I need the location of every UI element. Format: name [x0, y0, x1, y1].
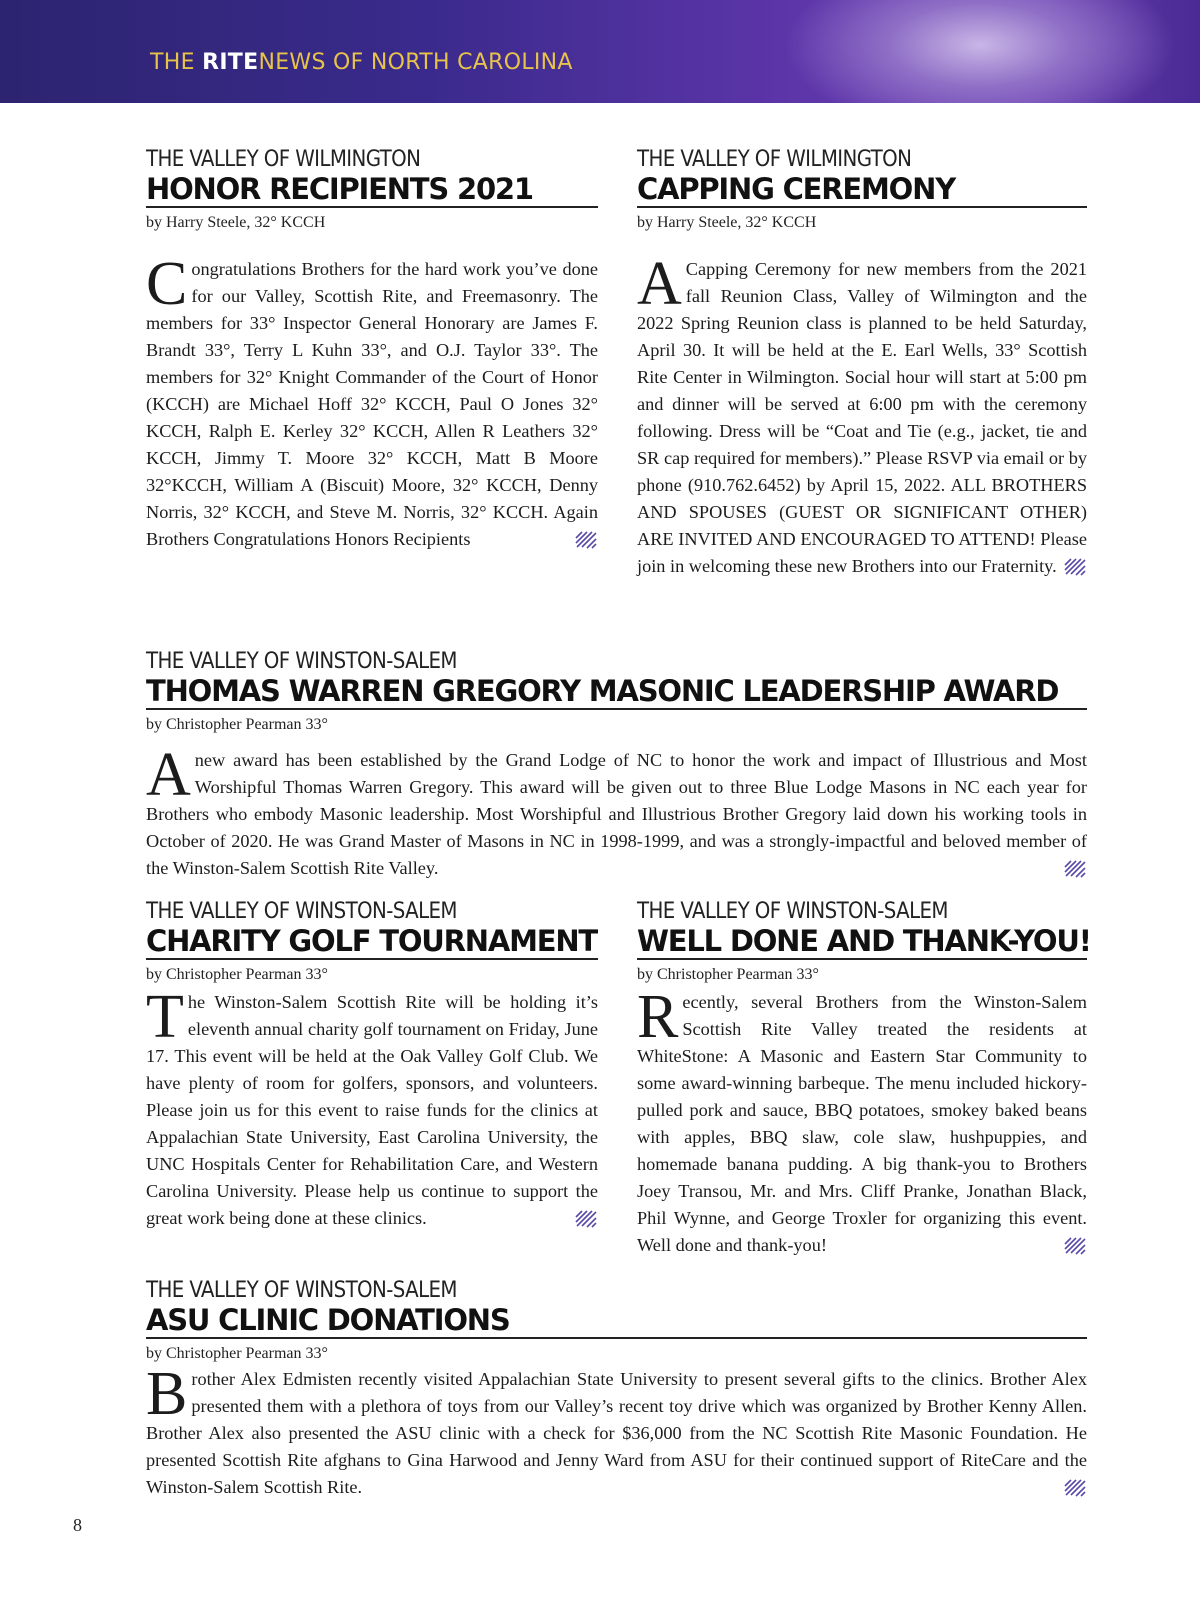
article-text: ongratulations Brothers for the hard work you’ve done for our Valley, Scottish Rite, and Freemasonry. The members for 33° Inspector General Honorary are James F. Brandt 33°, Terry L Kuhn 33°, and O.J. Taylor 33°. The members for 32° Knight Commander of the Court of Honor (KCCH) are Michael Hoff 32° KCCH, Paul O Jones 32° KCCH, Ralph E. Kerley 32° KCCH, Allen R Leathers 32° KCCH, Jimmy T. Moore 32° KCCH, Matt B Moore 32°KCCH, William A (Biscuit) Moore, 32° KCCH, Denny Norris, 32° KCCH, and Steve M. Norris, 32° KCCH. Again Brothers Congratulations Honors Recipients	[146, 259, 598, 549]
article-well-done	[637, 899, 1091, 1259]
header-banner	[0, 0, 1200, 103]
article-kicker: THE VALLEY OF WINSTON-SALEM	[146, 649, 457, 674]
article-kicker: THE VALLEY OF WINSTON-SALEM	[637, 899, 948, 924]
article-charity-golf	[146, 900, 598, 1232]
article-body	[146, 250, 598, 553]
scottish-rite-end-mark-icon	[1063, 1478, 1087, 1498]
article-body	[146, 741, 1087, 882]
article-capping-ceremony	[637, 148, 1087, 580]
article-kicker: THE VALLEY OF WILMINGTON	[146, 147, 421, 172]
article-leadership-award	[146, 650, 1087, 882]
article-headline: CAPPING CEREMONY	[637, 172, 1087, 208]
article-body	[146, 983, 598, 1232]
article-headline: HONOR RECIPIENTS 2021	[146, 172, 598, 208]
article-byline: by Harry Steele, 32° KCCH	[637, 214, 817, 231]
drop-cap: A	[146, 741, 191, 809]
article-body	[637, 983, 1087, 1259]
drop-cap: C	[146, 250, 188, 318]
scottish-rite-end-mark-icon	[1063, 1236, 1087, 1256]
article-byline: by Christopher Pearman 33°	[146, 716, 328, 733]
article-headline: WELL DONE AND THANK-YOU!	[637, 924, 1091, 958]
article-kicker: THE VALLEY OF WILMINGTON	[637, 147, 912, 172]
drop-cap: R	[637, 983, 679, 1051]
title-prefix: THE	[150, 50, 203, 75]
article-asu-donations	[146, 1279, 1087, 1501]
article-text: new award has been established by the Grand Lodge of NC to honor the work and impact of Illustrious and Most Worshipful Thomas Warren Gregory. This award will be given out to three Blue Lodge Masons in NC each year for Brothers who embody Masonic leadership. Most Worshipful and Illustrious Brother Gregory laid down his working tools in October of 2020. He was Grand Master of Masons in NC in 1998-1999, and was a strongly-impactful and beloved member of the Winston-Salem Scottish Rite Valley.	[146, 750, 1087, 878]
article-text: Capping Ceremony for new members from the 2021 fall Reunion Class, Valley of Wilmington and the 2022 Spring Reunion class is planned to be held Saturday, April 30. It will be held at the E. Earl Wells, 33° Scottish Rite Center in Wilmington. Social hour will start at 5:00 pm and dinner will be served at 6:00 pm with the ceremony following. Dress will be “Coat and Tie (e.g., jacket, tie and SR cap required for members).” Please RSVP via email or by phone (910.762.6452) by April 15, 2022. ALL BROTHERS AND SPOUSES (GUEST OR SIGNIFICANT OTHER) ARE INVITED AND ENCOURAGED TO ATTEND! Please join in welcoming these new Brothers into our Fraternity.	[637, 259, 1087, 576]
scottish-rite-end-mark-icon	[574, 1209, 598, 1229]
scottish-rite-end-mark-icon	[1063, 557, 1087, 577]
article-text: rother Alex Edmisten recently visited Appalachian State University to present several gifts to the clinics. Brother Alex presented them with a plethora of toys from our Valley’s recent toy drive which was organized by Brother Kenny Allen. Brother Alex also presented the ASU clinic with a check for $36,000 from the NC Scottish Rite Masonic Foundation. He presented Scottish Rite afghans to Gina Harwood and Jenny Ward from ASU for their continued support of RiteCare and the Winston-Salem Scottish Rite.	[146, 1369, 1087, 1497]
article-headline: CHARITY GOLF TOURNAMENT	[146, 924, 597, 958]
article-body	[637, 250, 1087, 580]
scottish-rite-end-mark-icon	[1063, 859, 1087, 879]
article-kicker: THE VALLEY OF WINSTON-SALEM	[146, 899, 457, 924]
title-rite: RITE	[202, 50, 259, 75]
article-body	[146, 1360, 1087, 1501]
scottish-rite-end-mark-icon	[574, 530, 598, 550]
article-headline: THOMAS WARREN GREGORY MASONIC LEADERSHIP AWARD	[146, 674, 1087, 710]
article-text: ecently, several Brothers from the Winston-Salem Scottish Rite Valley treated the residents at WhiteStone: A Masonic and Eastern Star Community to some award-winning barbeque. The menu included hickory-pulled pork and sauce, BBQ potatoes, smokey baked beans with apples, BBQ slaw, cole slaw, hushpuppies, and homemade banana pudding. A big thank-you to Brothers Joey Transou, Mr. and Mrs. Cliff Pranke, Jonathan Black, Phil Wynne, and George Troxler for organizing this event. Well done and thank-you!	[637, 992, 1087, 1255]
article-kicker: THE VALLEY OF WINSTON-SALEM	[146, 1278, 457, 1303]
drop-cap: A	[637, 250, 682, 318]
article-headline: ASU CLINIC DONATIONS	[146, 1303, 1087, 1339]
drop-cap: B	[146, 1360, 188, 1428]
article-byline: by Christopher Pearman 33°	[637, 966, 819, 983]
drop-cap: T	[146, 983, 184, 1051]
article-honor-recipients	[146, 148, 598, 553]
article-byline: by Harry Steele, 32° KCCH	[146, 214, 326, 231]
article-text: he Winston-Salem Scottish Rite will be holding it’s eleventh annual charity golf tournament on Friday, June 17. This event will be held at the Oak Valley Golf Club. We have plenty of room for golfers, sponsors, and volunteers. Please join us for this event to raise funds for the clinics at Appalachian State University, East Carolina University, the UNC Hospitals Center for Rehabilitation Care, and Western Carolina University. Please help us continue to support the great work being done at these clinics.	[146, 992, 598, 1228]
title-suffix: NEWS OF NORTH CAROLINA	[258, 50, 573, 75]
article-byline: by Christopher Pearman 33°	[146, 966, 328, 983]
publication-title	[150, 50, 573, 75]
article-byline: by Christopher Pearman 33°	[146, 1345, 328, 1362]
page-number: 8	[73, 1515, 82, 1535]
